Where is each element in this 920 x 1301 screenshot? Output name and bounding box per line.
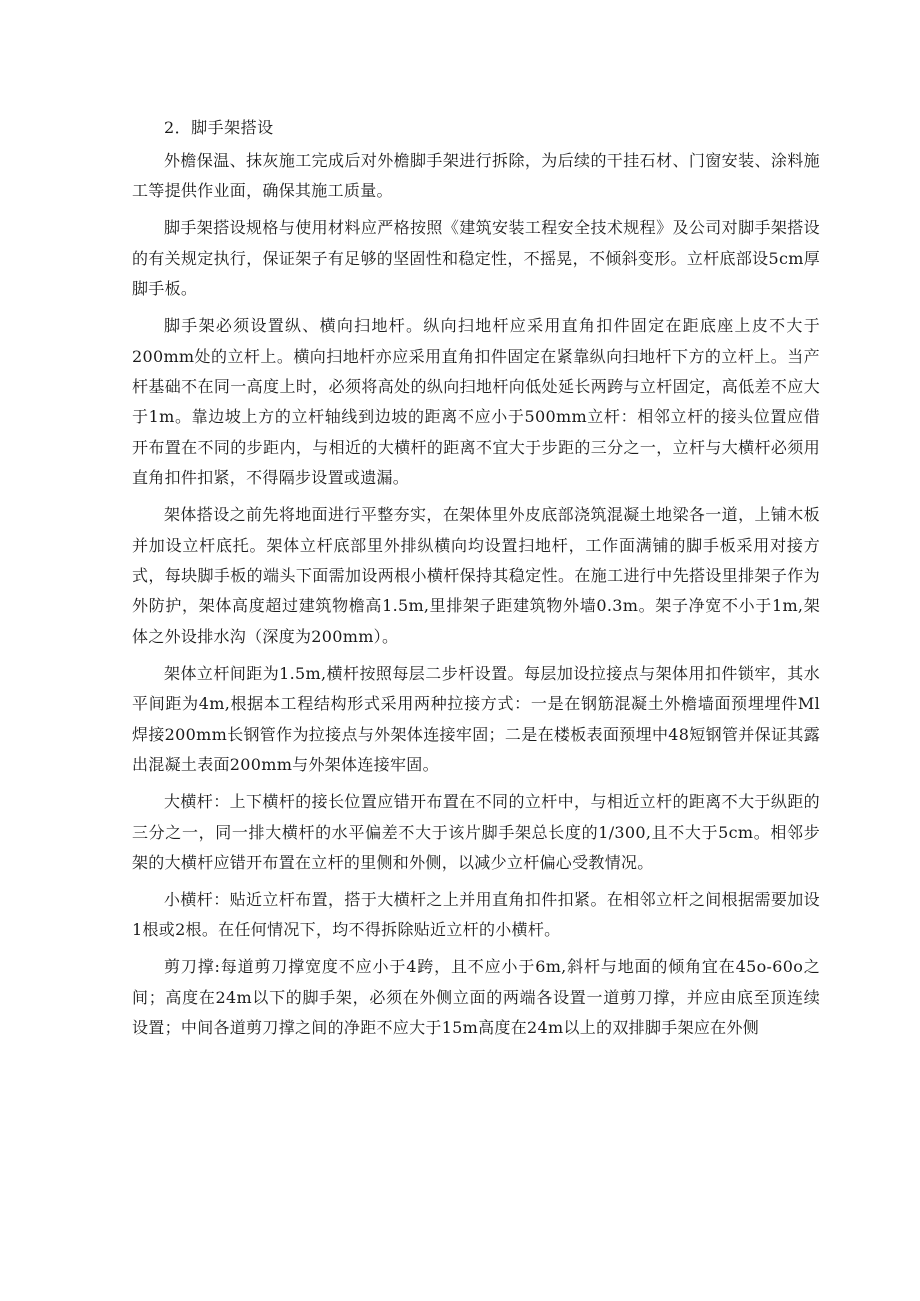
paragraph-7: 小横杆：贴近立杆布置，搭于大横杆之上并用直角扣件扣紧。在相邻立杆之间根据需要加设1根或2根。在任何情况下，均不得拆除贴近立杆的小横杆。: [132, 889, 820, 940]
paragraph-4: 架体搭设之前先将地面进行平整夯实，在架体里外皮底部浇筑混凝土地梁各一道，上铺木板并加设立杆底托。架体立杆底部里外排纵横向均设置扫地杆，工作面满铺的脚手板采用对接方式，每块脚手板的端头下面需加设两根小横杆保持其稳定性。在施工进行中先搭设里排架子作为外防护，架体高度超过建筑物檐高1.5m,里排架子距建筑物外墙0.3m。架子净宽不小于1m,架体之外设排水沟（深度为200mm）。: [132, 505, 820, 646]
section-heading: 2．脚手架搭设: [164, 118, 274, 137]
paragraph-8: 剪刀撑:每道剪刀撑宽度不应小于4跨，且不应小于6m,斜杆与地面的倾角宜在45o-60o之间；高度在24m以下的脚手架，必须在外侧立面的两端各设置一道剪刀撑，并应由底至顶连续设置；中间各道剪刀撑之间的净距不应大于15m高度在24m以上的双排脚手架应在外侧: [132, 957, 820, 1038]
paragraph-3: 脚手架必须设置纵、横向扫地杆。纵向扫地杆应采用直角扣件固定在距底座上皮不大于200mm处的立杆上。横向扫地杆亦应采用直角扣件固定在紧靠纵向扫地杆下方的立杆上。当产杆基础不在同一高度上时，必须将高处的纵向扫地杆向低处延长两跨与立杆固定，高低差不应大于1m。靠边坡上方的立杆轴线到边坡的距离不应小于500mm立杆：相邻立杆的接头位置应借开布置在不同的步距内，与相近的大横杆的距离不宜大于步距的三分之一，立杆与大横杆必须用直角扣件扣紧，不得隔步设置或遗漏。: [132, 316, 820, 488]
paragraph-1: 外檐保温、抹灰施工完成后对外檐脚手架进行拆除，为后续的干挂石材、门窗安装、涂料施工等提供作业面，确保其施工质量。: [132, 151, 820, 201]
paragraph-2: 脚手架搭设规格与使用材料应严格按照《建筑安装工程安全技术规程》及公司对脚手架搭设的有关规定执行，保证架子有足够的坚固性和稳定性，不摇晃，不倾斜变形。立杆底部设5cm厚脚手板。: [132, 218, 820, 299]
paragraph-6: 大横杆：上下横杆的接长位置应错开布置在不同的立杆中，与相近立杆的距离不大于纵距的三分之一，同一排大横杆的水平偏差不大于该片脚手架总长度的1/300,且不大于5cm。相邻步架的大横杆应错开布置在立杆的里侧和外侧，以减少立杆偏心受教情况。: [132, 792, 820, 872]
paragraph-5: 架体立杆间距为1.5m,横杆按照每层二步杆设置。每层加设拉接点与架体用扣件锁牢，其水平间距为4m,根据本工程结构形式采用两种拉接方式：一是在钢筋混凝土外檐墙面预埋埋件Ml焊接200mm长钢管作为拉接点与外架体连接牢固；二是在楼板表面预埋中48短钢管并保证其露出混凝土表面200mm与外架体连接牢固。: [132, 663, 820, 775]
document-body: [132, 112, 820, 1050]
